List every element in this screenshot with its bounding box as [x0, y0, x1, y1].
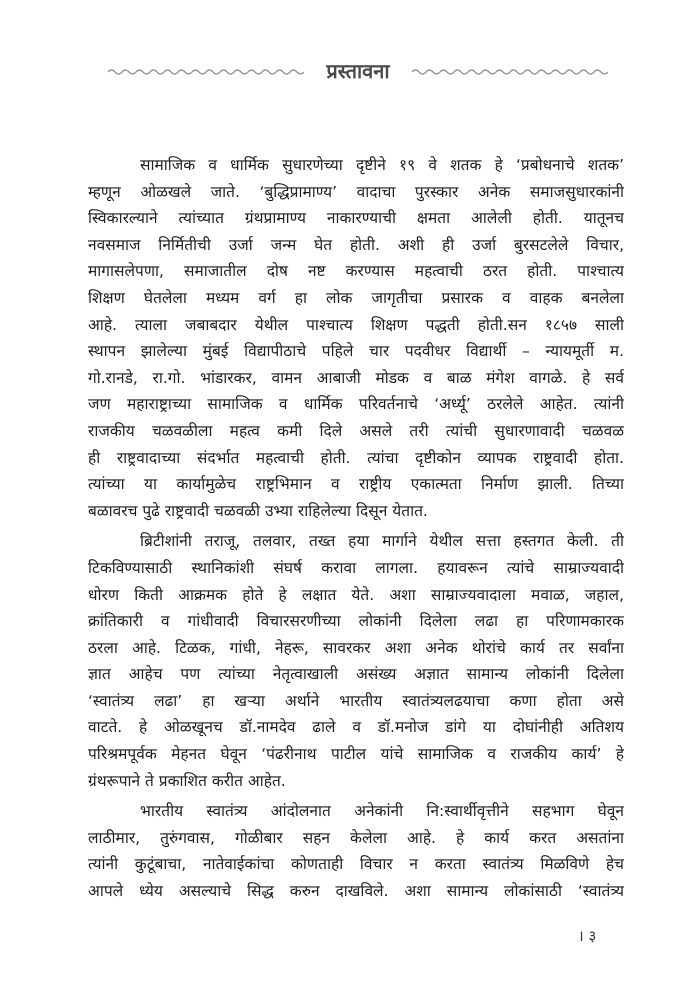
- text-line: सामाजिक व धार्मिक सुधारणेच्या दृष्टीने १९ वे शतक हे ‘प्रबोधनाचे शतक’: [140, 156, 624, 174]
- text-line: स्विकारल्याने त्यांच्यात ग्रंथप्रामाण्य नाकारण्याची क्षमता आलेली होती. यातूनच: [88, 209, 624, 228]
- text-line: ठरला आहे. टिळक, गांधी, नेहरू, सावरकर अशा अनेक थोरांचे कार्य तर सर्वांना: [88, 638, 624, 657]
- text-line: त्यांनी कुटूंबाचा, नातेवाईकांचा कोणताही विचार न करता स्वातंत्र्य मिळविणे हेच: [88, 855, 624, 874]
- text-line: ब्रिटीशांनी तराजू, तलवार, तख्त हया मार्गाने येथील सत्ता हस्तगत केली. ती: [140, 532, 624, 551]
- page-number: । ३: [578, 927, 597, 945]
- text-line: टिकविण्यासाठी स्थानिकांशी संघर्ष करावा लागला. हयावरून त्यांचे साम्राज्यवादी: [88, 558, 624, 577]
- text-line: नवसमाज निर्मितीची उर्जा जन्म घेत होती. अशी ही उर्जा बुरसटलेले विचार,: [88, 235, 624, 254]
- text-line: ज्ञात आहेच पण त्यांच्या नेतृत्वाखाली असंख्य अज्ञात सामान्य लोकांनी दिलेला: [88, 665, 624, 684]
- text-line: लाठीमार, तुरुंगवास, गोळीबार सहन केलेला आहे. हे कार्य करत असतांना: [88, 828, 624, 847]
- text-line: ‘स्वातंत्र्य लढा’ हा खऱ्या अर्थाने भारतीय स्वातंत्र्यलढयाचा कणा होता असे: [88, 691, 624, 710]
- left-wave-ornament: [108, 66, 304, 78]
- text-line: ही राष्ट्रवादाच्या संदर्भात महत्वाची होती. त्यांचा दृष्टीकोन व्यापक राष्ट्रवादी होता.: [88, 448, 624, 467]
- text-line: क्रांतिकारी व गांधीवादी विचारसरणीच्या लोकांनी दिलेला लढा हा परिणामकारक: [88, 612, 624, 631]
- paragraph: [88, 528, 624, 794]
- text-line: म्हणून ओळखले जाते. ‘बुद्धिप्रामाण्य’ वादाचा पुरस्कार अनेक समाजसुधारकांनी: [88, 182, 624, 201]
- text-line: स्थापन झालेल्या मुंबई विद्यापीठाचे पहिले चार पदवीधर विद्यार्थी – न्यायमूर्ती म.: [88, 342, 624, 361]
- text-line: राजकीय चळवळीला महत्व कमी दिले असले तरी त्यांची सुधारणावादी चळवळ: [88, 421, 624, 440]
- text-line: शिक्षण घेतलेला मध्यम वर्ग हा लोक जागृतीचा प्रसारक व वाहक बनलेला: [88, 288, 624, 307]
- body-text: [88, 152, 624, 905]
- text-line: त्यांच्या या कार्यामुळेच राष्ट्रभिमान व राष्ट्रीय एकात्मता निर्माण झाली. तिच्या: [88, 475, 624, 494]
- paragraph: [88, 798, 624, 904]
- text-line: जण महाराष्ट्राच्या सामाजिक व धार्मिक परिवर्तनाचे ‘अर्ध्यू’ ठरलेले आहेत. त्यांनी: [88, 395, 624, 414]
- right-wave-ornament: [412, 66, 608, 78]
- text-line: आहे. त्याला जबाबदार येथील पाश्चात्य शिक्षण पद्धती होती.सन १८५७ साली: [88, 315, 624, 334]
- text-line: बळावरच पुढे राष्ट्रवादी चळवळी उभ्या राहिलेल्या दिसून येतात.: [88, 501, 428, 520]
- chapter-title: प्रस्तावना: [326, 59, 390, 83]
- text-line: मागासलेपणा, समाजातील दोष नष्ट करण्यास महत्वाची ठरत होती. पाश्चात्य: [88, 262, 624, 281]
- text-line: वाटते. हे ओळखूनच डॉ.नामदेव ढाले व डॉ.मनोज डांगे या दोघांनीही अतिशय: [88, 718, 624, 737]
- paragraph: [88, 152, 624, 524]
- text-line: ग्रंथरूपाने ते प्रकाशित करीत आहेत.: [88, 771, 286, 790]
- text-line: गो.रानडे, रा.गो. भांडारकर, वामन आबाजी मोडक व बाळ मंगेश वागळे. हे सर्व: [88, 368, 624, 387]
- text-line: आपले ध्येय असल्याचे सिद्ध करुन दाखविले. अशा सामान्य लोकांसाठी ‘स्वातंत्र्य: [88, 882, 624, 901]
- text-line: धोरण किती आक्रमक होते हे लक्षात येते. अशा साम्राज्यवादाला मवाळ, जहाल,: [88, 585, 624, 604]
- text-line: परिश्रमपूर्वक मेहनत घेवून ‘पंढरीनाथ पाटील यांचे सामाजिक व राजकीय कार्य’ हे: [88, 745, 624, 764]
- chapter-header: [0, 58, 699, 92]
- text-line: भारतीय स्वातंत्र्य आंदोलनात अनेकांनी नि:स्वार्थीवृत्तीने सहभाग घेवून: [140, 802, 624, 821]
